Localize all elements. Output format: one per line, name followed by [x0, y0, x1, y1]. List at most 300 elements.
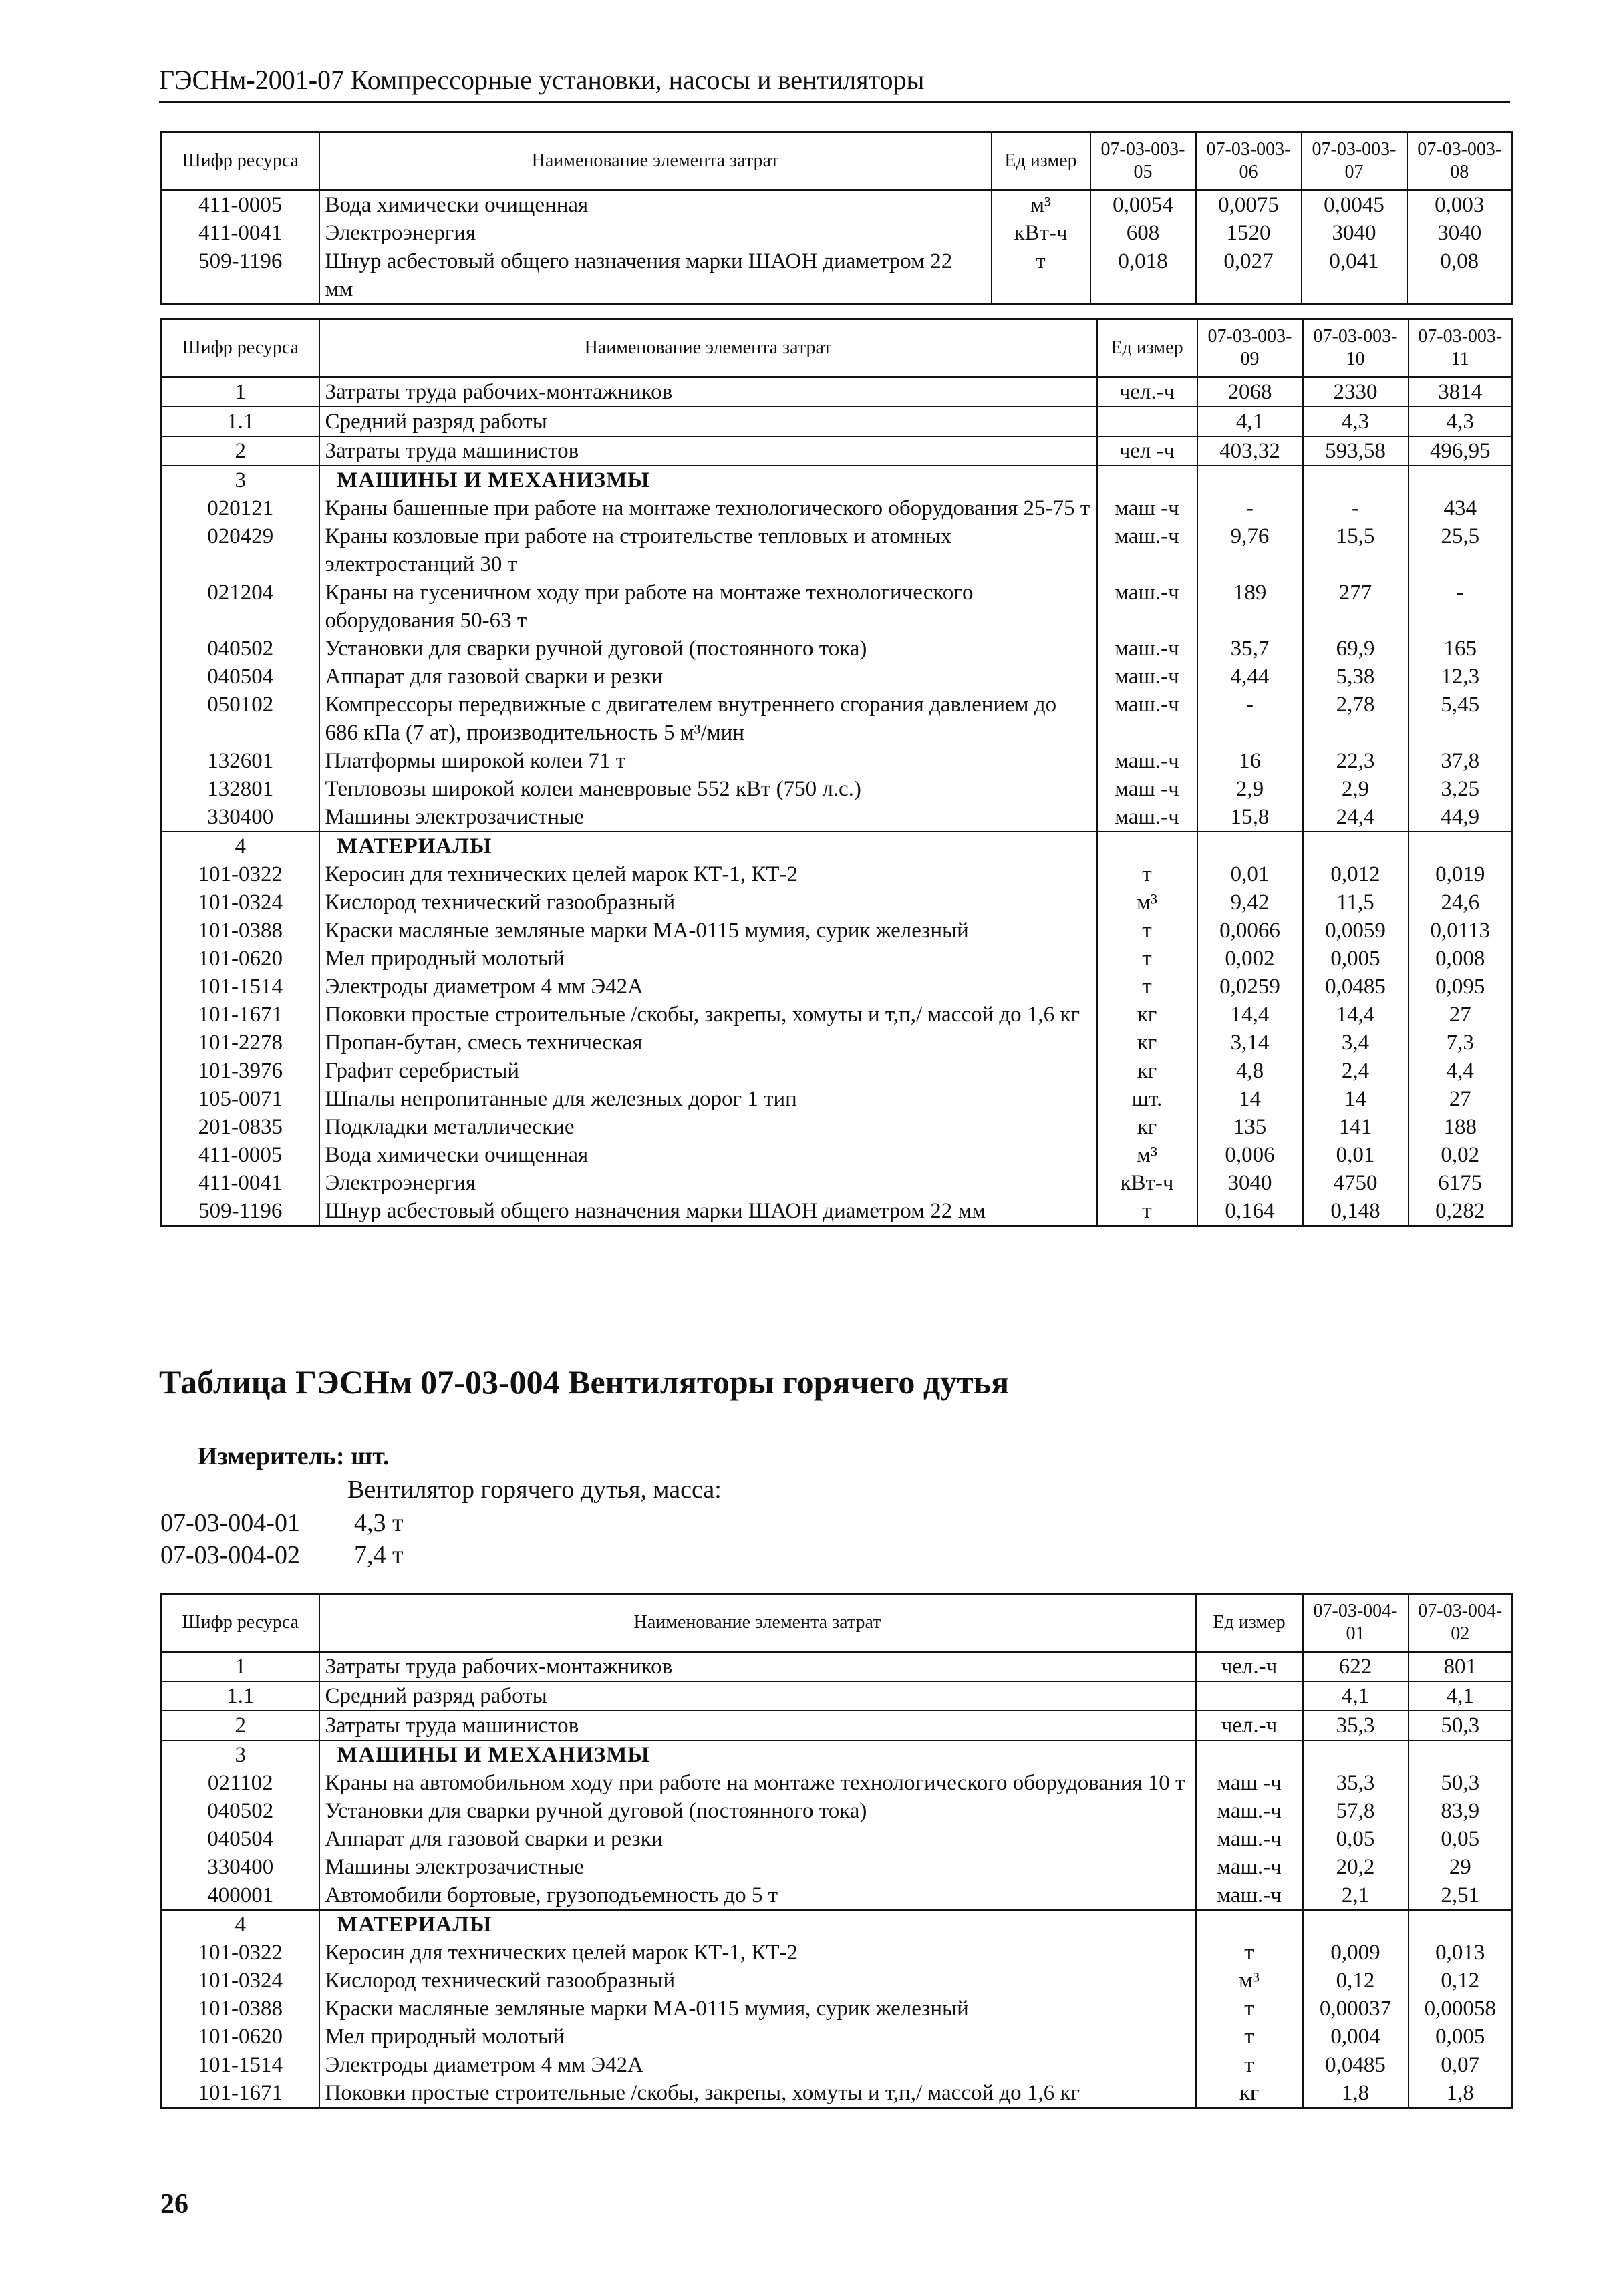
resource-name: Поковки простые строительные /скобы, закрепы, хомуты и т,п,/ массой до 1,6 кг — [319, 1001, 1097, 1029]
norm-value: 0,00058 — [1409, 1995, 1513, 2023]
norm-value: 0,012 — [1303, 860, 1409, 888]
norm-value: 0,018 — [1090, 247, 1196, 305]
resource-name: МАШИНЫ И МЕХАНИЗМЫ — [319, 466, 1097, 494]
page-header: ГЭСНм-2001-07 Компрессорные установки, насосы и вентиляторы — [159, 64, 1510, 103]
section-row — [162, 466, 1513, 494]
resource-name: Электроды диаметром 4 мм Э42А — [319, 973, 1097, 1001]
resource-name: Краны на гусеничном ходу при работе на монтаже технологического оборудования 50-63 т — [319, 579, 1097, 635]
norm-value: 0,0485 — [1303, 973, 1409, 1001]
table-row — [162, 219, 1513, 247]
column-header-name: Наименование элемента затрат — [319, 1594, 1196, 1652]
resource-unit: кг — [1097, 1029, 1197, 1057]
table-row — [162, 377, 1513, 407]
norm-value: 165 — [1409, 635, 1513, 663]
norm-value: 0,02 — [1409, 1141, 1513, 1169]
norm-value: 15,8 — [1197, 803, 1303, 832]
resource-unit: т — [1196, 2051, 1303, 2079]
resource-name: Вода химически очищенная — [319, 1141, 1097, 1169]
resource-unit: м³ — [992, 190, 1090, 220]
resource-code: 101-2278 — [162, 1029, 319, 1057]
section-title: Таблица ГЭСНм 07-03-004 Вентиляторы горячего дутья — [159, 1363, 1010, 1401]
resource-unit: кг — [1196, 2079, 1303, 2108]
resource-unit: маш.-ч — [1196, 1825, 1303, 1853]
table-row — [162, 973, 1513, 1001]
norm-value — [1409, 1910, 1513, 1939]
resource-code: 330400 — [162, 803, 319, 832]
variant-mass: 7,4 т — [354, 1541, 404, 1569]
variant-row — [160, 1540, 404, 1570]
norm-value: 0,005 — [1303, 945, 1409, 973]
table-row — [162, 1797, 1513, 1825]
norm-value — [1303, 1740, 1409, 1769]
resource-name: Электроэнергия — [319, 219, 992, 247]
norm-value: 44,9 — [1409, 803, 1513, 832]
column-header-unit: Ед измер — [1097, 319, 1197, 377]
norm-value: 2,4 — [1303, 1057, 1409, 1085]
norm-value: 4,8 — [1197, 1057, 1303, 1085]
table-row — [162, 2051, 1513, 2079]
norm-value: 57,8 — [1303, 1797, 1409, 1825]
resource-code: 4 — [162, 832, 319, 860]
resource-code: 132601 — [162, 747, 319, 775]
resource-name: Затраты труда рабочих-монтажников — [319, 1652, 1196, 1682]
resource-code: 101-1671 — [162, 2079, 319, 2108]
norm-value: 0,0059 — [1303, 917, 1409, 945]
resource-code: 509-1196 — [162, 1197, 319, 1226]
resource-code: 1.1 — [162, 407, 319, 436]
norm-value: 0,0259 — [1197, 973, 1303, 1001]
norm-value: 3,25 — [1409, 775, 1513, 803]
norm-value — [1197, 832, 1303, 860]
resource-code: 1 — [162, 377, 319, 407]
table-row — [162, 1681, 1513, 1711]
resource-code: 101-0620 — [162, 2023, 319, 2051]
table-row — [162, 2023, 1513, 2051]
resource-name: Поковки простые строительные /скобы, закрепы, хомуты и т,п,/ массой до 1,6 кг — [319, 2079, 1196, 2108]
table-row — [162, 860, 1513, 888]
norm-value: 0,013 — [1409, 1939, 1513, 1967]
table-row — [162, 436, 1513, 466]
table-row — [162, 1711, 1513, 1740]
variant-row — [160, 1508, 404, 1538]
norm-value: 0,00037 — [1303, 1995, 1409, 2023]
norm-value: 3,4 — [1303, 1029, 1409, 1057]
resource-code: 4 — [162, 1910, 319, 1939]
resource-code: 1 — [162, 1652, 319, 1682]
norm-value: 5,38 — [1303, 663, 1409, 691]
table-row — [162, 1881, 1513, 1910]
resource-unit: т — [1196, 2023, 1303, 2051]
resource-code: 021102 — [162, 1769, 319, 1797]
resource-unit: шт. — [1097, 1085, 1197, 1113]
resource-table-004 — [160, 1593, 1513, 2109]
norm-value: 0,003 — [1407, 190, 1513, 220]
norm-value: 14 — [1197, 1085, 1303, 1113]
resource-code: 201-0835 — [162, 1113, 319, 1141]
table-row — [162, 1995, 1513, 2023]
resource-code: 101-0324 — [162, 888, 319, 917]
column-header-norm: 07-03-003-05 — [1090, 132, 1196, 190]
norm-value: 0,164 — [1197, 1197, 1303, 1226]
resource-code: 400001 — [162, 1881, 319, 1910]
resource-code: 2 — [162, 436, 319, 466]
resource-code: 020121 — [162, 494, 319, 522]
table-row — [162, 190, 1513, 220]
table-row — [162, 1769, 1513, 1797]
resource-code: 101-0388 — [162, 917, 319, 945]
resource-unit: чел.-ч — [1196, 1652, 1303, 1682]
resource-unit: кг — [1097, 1001, 1197, 1029]
column-header-name: Наименование элемента затрат — [319, 319, 1097, 377]
resource-code: 2 — [162, 1711, 319, 1740]
table-row — [162, 247, 1513, 305]
norm-value: 593,58 — [1303, 436, 1409, 466]
norm-value: 0,027 — [1196, 247, 1302, 305]
norm-value: 0,005 — [1409, 2023, 1513, 2051]
norm-value: 0,08 — [1407, 247, 1513, 305]
norm-value: 2,78 — [1303, 691, 1409, 747]
norm-value: 608 — [1090, 219, 1196, 247]
resource-unit: т — [1097, 860, 1197, 888]
norm-value — [1409, 1740, 1513, 1769]
column-header-code: Шифр ресурса — [162, 319, 319, 377]
resource-name: Краски масляные земляные марки МА-0115 мумия, сурик железный — [319, 917, 1097, 945]
resource-unit: маш.-ч — [1097, 522, 1197, 579]
norm-value: 20,2 — [1303, 1853, 1409, 1881]
resource-code: 101-1514 — [162, 973, 319, 1001]
resource-unit — [1196, 1681, 1303, 1711]
table-row — [162, 635, 1513, 663]
resource-unit: маш.-ч — [1196, 1881, 1303, 1910]
norm-value: 7,3 — [1409, 1029, 1513, 1057]
resource-unit: маш.-ч — [1097, 803, 1197, 832]
norm-value: 37,8 — [1409, 747, 1513, 775]
resource-code: 050102 — [162, 691, 319, 747]
norm-value: 3,14 — [1197, 1029, 1303, 1057]
meter-label: Измеритель: шт. — [198, 1442, 390, 1470]
resource-name: Затраты труда рабочих-монтажников — [319, 377, 1097, 407]
norm-value: 2,1 — [1303, 1881, 1409, 1910]
table-row — [162, 663, 1513, 691]
norm-value: 4,1 — [1409, 1681, 1513, 1711]
resource-unit: кг — [1097, 1113, 1197, 1141]
table-row — [162, 1825, 1513, 1853]
norm-value: 0,05 — [1303, 1825, 1409, 1853]
resource-code: 3 — [162, 1740, 319, 1769]
norm-value: 3040 — [1197, 1169, 1303, 1197]
norm-value: 3040 — [1407, 219, 1513, 247]
resource-name: Электроды диаметром 4 мм Э42А — [319, 2051, 1196, 2079]
table-row — [162, 803, 1513, 832]
meter-description: Вентилятор горячего дутья, масса: — [347, 1476, 722, 1504]
norm-value: 27 — [1409, 1001, 1513, 1029]
norm-value: 2330 — [1303, 377, 1409, 407]
resource-name: Кислород технический газообразный — [319, 1967, 1196, 1995]
column-header-unit: Ед измер — [1196, 1594, 1303, 1652]
norm-value: 4,4 — [1409, 1057, 1513, 1085]
resource-code: 101-0620 — [162, 945, 319, 973]
norm-value: 12,3 — [1409, 663, 1513, 691]
norm-value: 0,07 — [1409, 2051, 1513, 2079]
resource-code: 411-0041 — [162, 219, 319, 247]
resource-unit: т — [1097, 917, 1197, 945]
table-row — [162, 775, 1513, 803]
resource-name: Краны на автомобильном ходу при работе на монтаже технологического оборудования 10 т — [319, 1769, 1196, 1797]
norm-value: 14,4 — [1197, 1001, 1303, 1029]
resource-name: Аппарат для газовой сварки и резки — [319, 1825, 1196, 1853]
resource-name: Краны козловые при работе на строительстве тепловых и атомных электростанций 30 т — [319, 522, 1097, 579]
page-number: 26 — [160, 2189, 188, 2220]
norm-value: 11,5 — [1303, 888, 1409, 917]
norm-value: 0,0045 — [1302, 190, 1407, 220]
resource-code: 3 — [162, 466, 319, 494]
norm-value — [1197, 466, 1303, 494]
resource-name: Вода химически очищенная — [319, 190, 992, 220]
norm-value: 2,9 — [1303, 775, 1409, 803]
table-row — [162, 1029, 1513, 1057]
column-header-norm: 07-03-004-01 — [1303, 1594, 1409, 1652]
resource-code: 101-0324 — [162, 1967, 319, 1995]
resource-name: Мел природный молотый — [319, 2023, 1196, 2051]
resource-unit: маш.-ч — [1097, 747, 1197, 775]
resource-name: Краски масляные земляные марки МА-0115 мумия, сурик железный — [319, 1995, 1196, 2023]
norm-value: 188 — [1409, 1113, 1513, 1141]
norm-value: 29 — [1409, 1853, 1513, 1881]
resource-code: 1.1 — [162, 1681, 319, 1711]
resource-name: Графит серебристый — [319, 1057, 1097, 1085]
norm-value: - — [1303, 494, 1409, 522]
norm-value: 1,8 — [1303, 2079, 1409, 2108]
resource-table-003-05-08 — [160, 131, 1513, 305]
resource-code: 040502 — [162, 1797, 319, 1825]
table-row — [162, 494, 1513, 522]
resource-name: Кислород технический газообразный — [319, 888, 1097, 917]
norm-value: 2068 — [1197, 377, 1303, 407]
norm-value: 801 — [1409, 1652, 1513, 1682]
norm-value — [1303, 466, 1409, 494]
resource-code: 509-1196 — [162, 247, 319, 305]
column-header-norm: 07-03-003-06 — [1196, 132, 1302, 190]
norm-value: 16 — [1197, 747, 1303, 775]
norm-value: 0,05 — [1409, 1825, 1513, 1853]
norm-value — [1303, 832, 1409, 860]
norm-value: 0,12 — [1409, 1967, 1513, 1995]
norm-value: 25,5 — [1409, 522, 1513, 579]
resource-name: МАТЕРИАЛЫ — [319, 832, 1097, 860]
table-row — [162, 1057, 1513, 1085]
resource-code: 040504 — [162, 663, 319, 691]
resource-name: Установки для сварки ручной дуговой (постоянного тока) — [319, 635, 1097, 663]
resource-code: 040502 — [162, 635, 319, 663]
norm-value — [1409, 466, 1513, 494]
norm-value: 9,42 — [1197, 888, 1303, 917]
resource-name: Компрессоры передвижные с двигателем внутреннего сгорания давлением до 686 кПа (7 ат), производительность 5 м³/мин — [319, 691, 1097, 747]
resource-code: 020429 — [162, 522, 319, 579]
norm-value: 0,282 — [1409, 1197, 1513, 1226]
column-header-name: Наименование элемента затрат — [319, 132, 992, 190]
norm-value: 3814 — [1409, 377, 1513, 407]
norm-value: 83,9 — [1409, 1797, 1513, 1825]
resource-code: 132801 — [162, 775, 319, 803]
table-header-row — [162, 1594, 1513, 1652]
resource-unit: м³ — [1196, 1967, 1303, 1995]
norm-value: 0,041 — [1302, 247, 1407, 305]
resource-name: Электроэнергия — [319, 1169, 1097, 1197]
resource-name: Керосин для технических целей марок КТ-1, КТ-2 — [319, 1939, 1196, 1967]
norm-value: 135 — [1197, 1113, 1303, 1141]
table-row — [162, 1967, 1513, 1995]
norm-value: 22,3 — [1303, 747, 1409, 775]
resource-name: МАТЕРИАЛЫ — [319, 1910, 1196, 1939]
norm-value: 35,7 — [1197, 635, 1303, 663]
resource-name: Шпалы непропитанные для железных дорог 1 тип — [319, 1085, 1097, 1113]
norm-value: 0,006 — [1197, 1141, 1303, 1169]
resource-code: 411-0005 — [162, 190, 319, 220]
norm-value: 0,0075 — [1196, 190, 1302, 220]
resource-name: Пропан-бутан, смесь техническая — [319, 1029, 1097, 1057]
norm-value: 5,45 — [1409, 691, 1513, 747]
norm-value: 0,01 — [1303, 1141, 1409, 1169]
norm-value: 0,0054 — [1090, 190, 1196, 220]
table-row — [162, 2079, 1513, 2108]
resource-name: Установки для сварки ручной дуговой (постоянного тока) — [319, 1797, 1196, 1825]
resource-unit: маш.-ч — [1097, 663, 1197, 691]
norm-value: - — [1197, 691, 1303, 747]
resource-unit: маш -ч — [1196, 1769, 1303, 1797]
resource-code: 101-0322 — [162, 860, 319, 888]
resource-name: Тепловозы широкой колеи маневровые 552 кВт (750 л.с.) — [319, 775, 1097, 803]
table-row — [162, 407, 1513, 436]
norm-value: 0,004 — [1303, 2023, 1409, 2051]
resource-code: 040504 — [162, 1825, 319, 1853]
resource-name: Машины электрозачистные — [319, 1853, 1196, 1881]
resource-unit: кг — [1097, 1057, 1197, 1085]
norm-value: 4,3 — [1409, 407, 1513, 436]
table-row — [162, 1001, 1513, 1029]
resource-unit: м³ — [1097, 888, 1197, 917]
resource-unit — [1196, 1910, 1303, 1939]
column-header-norm: 07-03-003-11 — [1409, 319, 1513, 377]
norm-value: 496,95 — [1409, 436, 1513, 466]
table-row — [162, 1085, 1513, 1113]
norm-value: 6175 — [1409, 1169, 1513, 1197]
resource-unit — [1097, 832, 1197, 860]
table-row — [162, 1169, 1513, 1197]
norm-value: 0,0485 — [1303, 2051, 1409, 2079]
norm-value: 3040 — [1302, 219, 1407, 247]
section-row — [162, 832, 1513, 860]
table-row — [162, 1939, 1513, 1967]
resource-name: Шнур асбестовый общего назначения марки ШАОН диаметром 22 мм — [319, 247, 992, 305]
table-row — [162, 1141, 1513, 1169]
column-header-unit: Ед измер — [992, 132, 1090, 190]
column-header-norm: 07-03-003-10 — [1303, 319, 1409, 377]
column-header-norm: 07-03-003-07 — [1302, 132, 1407, 190]
norm-value: 15,5 — [1303, 522, 1409, 579]
resource-name: Средний разряд работы — [319, 407, 1097, 436]
resource-unit: маш -ч — [1097, 775, 1197, 803]
norm-value: 0,148 — [1303, 1197, 1409, 1226]
table-row — [162, 945, 1513, 973]
table-row — [162, 1853, 1513, 1881]
norm-value: 9,76 — [1197, 522, 1303, 579]
resource-unit: т — [1097, 973, 1197, 1001]
norm-value: 0,0066 — [1197, 917, 1303, 945]
norm-value: 14 — [1303, 1085, 1409, 1113]
resource-unit: т — [1097, 1197, 1197, 1226]
table-row — [162, 691, 1513, 747]
resource-code: 105-0071 — [162, 1085, 319, 1113]
table-row — [162, 1113, 1513, 1141]
norm-value — [1409, 832, 1513, 860]
resource-name: Затраты труда машинистов — [319, 1711, 1196, 1740]
resource-code: 101-0388 — [162, 1995, 319, 2023]
table-header-row — [162, 132, 1513, 190]
resource-unit: маш.-ч — [1196, 1853, 1303, 1881]
norm-value: 14,4 — [1303, 1001, 1409, 1029]
norm-value: 1,8 — [1409, 2079, 1513, 2108]
norm-value: 0,12 — [1303, 1967, 1409, 1995]
resource-unit: м³ — [1097, 1141, 1197, 1169]
norm-value: 50,3 — [1409, 1769, 1513, 1797]
norm-value: 4,1 — [1303, 1681, 1409, 1711]
column-header-code: Шифр ресурса — [162, 1594, 319, 1652]
norm-value: - — [1197, 494, 1303, 522]
norm-value: 277 — [1303, 579, 1409, 635]
resource-name: Машины электрозачистные — [319, 803, 1097, 832]
section-row — [162, 1740, 1513, 1769]
variant-code: 07-03-004-02 — [160, 1541, 300, 1569]
table-header-row — [162, 319, 1513, 377]
norm-value: 4,44 — [1197, 663, 1303, 691]
resource-unit: т — [1097, 945, 1197, 973]
resource-name: Автомобили бортовые, грузоподъемность до 5 т — [319, 1881, 1196, 1910]
norm-value: 0,008 — [1409, 945, 1513, 973]
resource-unit: т — [992, 247, 1090, 305]
norm-value: 35,3 — [1303, 1769, 1409, 1797]
resource-name: МАШИНЫ И МЕХАНИЗМЫ — [319, 1740, 1196, 1769]
norm-value: 622 — [1303, 1652, 1409, 1682]
resource-unit — [1097, 466, 1197, 494]
resource-unit: чел -ч — [1097, 436, 1197, 466]
resource-unit: чел.-ч — [1097, 377, 1197, 407]
norm-value: 69,9 — [1303, 635, 1409, 663]
norm-value: 27 — [1409, 1085, 1513, 1113]
table-row — [162, 747, 1513, 775]
resource-name: Аппарат для газовой сварки и резки — [319, 663, 1097, 691]
norm-value — [1303, 1910, 1409, 1939]
norm-value: 141 — [1303, 1113, 1409, 1141]
resource-unit: маш.-ч — [1097, 579, 1197, 635]
resource-unit: маш.-ч — [1196, 1797, 1303, 1825]
resource-name: Мел природный молотый — [319, 945, 1097, 973]
norm-value: 4750 — [1303, 1169, 1409, 1197]
table-row — [162, 579, 1513, 635]
column-header-code: Шифр ресурса — [162, 132, 319, 190]
resource-table-003-09-11 — [160, 318, 1513, 1227]
norm-value: 35,3 — [1303, 1711, 1409, 1740]
resource-name: Керосин для технических целей марок КТ-1, КТ-2 — [319, 860, 1097, 888]
table-row — [162, 522, 1513, 579]
resource-name: Шнур асбестовый общего назначения марки ШАОН диаметром 22 мм — [319, 1197, 1097, 1226]
resource-unit: маш.-ч — [1097, 635, 1197, 663]
resource-code: 101-3976 — [162, 1057, 319, 1085]
norm-value: 4,3 — [1303, 407, 1409, 436]
norm-value: 0,002 — [1197, 945, 1303, 973]
resource-unit: маш -ч — [1097, 494, 1197, 522]
norm-value: 0,01 — [1197, 860, 1303, 888]
table-row — [162, 888, 1513, 917]
